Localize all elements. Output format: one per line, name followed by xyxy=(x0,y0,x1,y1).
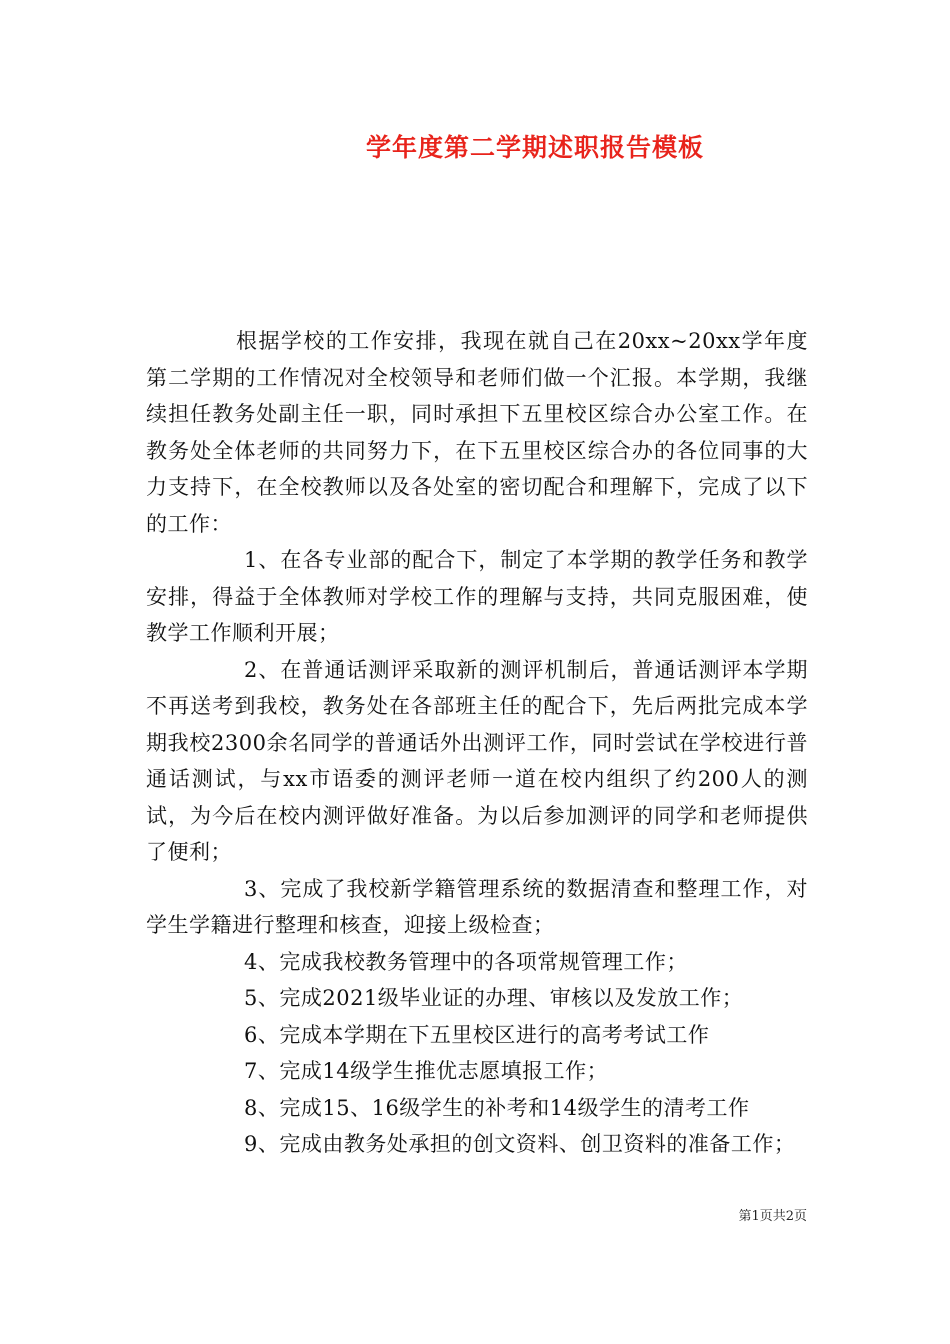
intro-paragraph: 根据学校的工作安排，我现在就自己在20xx~20xx学年度第二学期的工作情况对全校领导和老师们做一个汇报。本学期，我继续担任教务处副主任一职，同时承担下五里校区综合办公室工作。在教务处全体老师的共同努力下，在下五里校区综合办的各位同事的大力支持下，在全校教师以及各处室的密切配合和理解下，完成了以下的工作： xyxy=(146,329,808,536)
list-item: 8、完成15、16级学生的补考和14级学生的清考工作 xyxy=(244,1095,750,1120)
list-item: 9、完成由教务处承担的创文资料、创卫资料的准备工作； xyxy=(244,1132,796,1156)
list-item: 5、完成2021级毕业证的办理、审核以及发放工作； xyxy=(244,986,744,1010)
document-body xyxy=(146,323,808,1163)
list-item: 1、在各专业部的配合下，制定了本学期的教学任务和教学安排，得益于全体教师对学校工作的理解与支持，共同克服困难，使教学工作顺利开展； xyxy=(146,548,808,645)
list-item: 3、完成了我校新学籍管理系统的数据清查和整理工作，对学生学籍进行整理和核查，迎接上级检查； xyxy=(146,876,808,937)
document-title: 学年度第二学期述职报告模板 xyxy=(365,133,704,162)
list-item: 2、在普通话测评采取新的测评机制后，普通话测评本学期不再送考到我校，教务处在各部班主任的配合下，先后两批完成本学期我校2300余名同学的普通话外出测评工作，同时尝试在学校进行普通话测试，与xx市语委的测评老师一道在校内组织了约200人的测试，为今后在校内测评做好准备。为以后参加测评的同学和老师提供了便利； xyxy=(146,657,808,864)
list-item: 6、完成本学期在下五里校区进行的高考考试工作 xyxy=(244,1022,710,1047)
page-number: 第1页共2页 xyxy=(738,1209,807,1224)
list-item: 4、完成我校教务管理中的各项常规管理工作； xyxy=(244,949,688,974)
list-item: 7、完成14级学生推优志愿填报工作； xyxy=(244,1059,609,1083)
